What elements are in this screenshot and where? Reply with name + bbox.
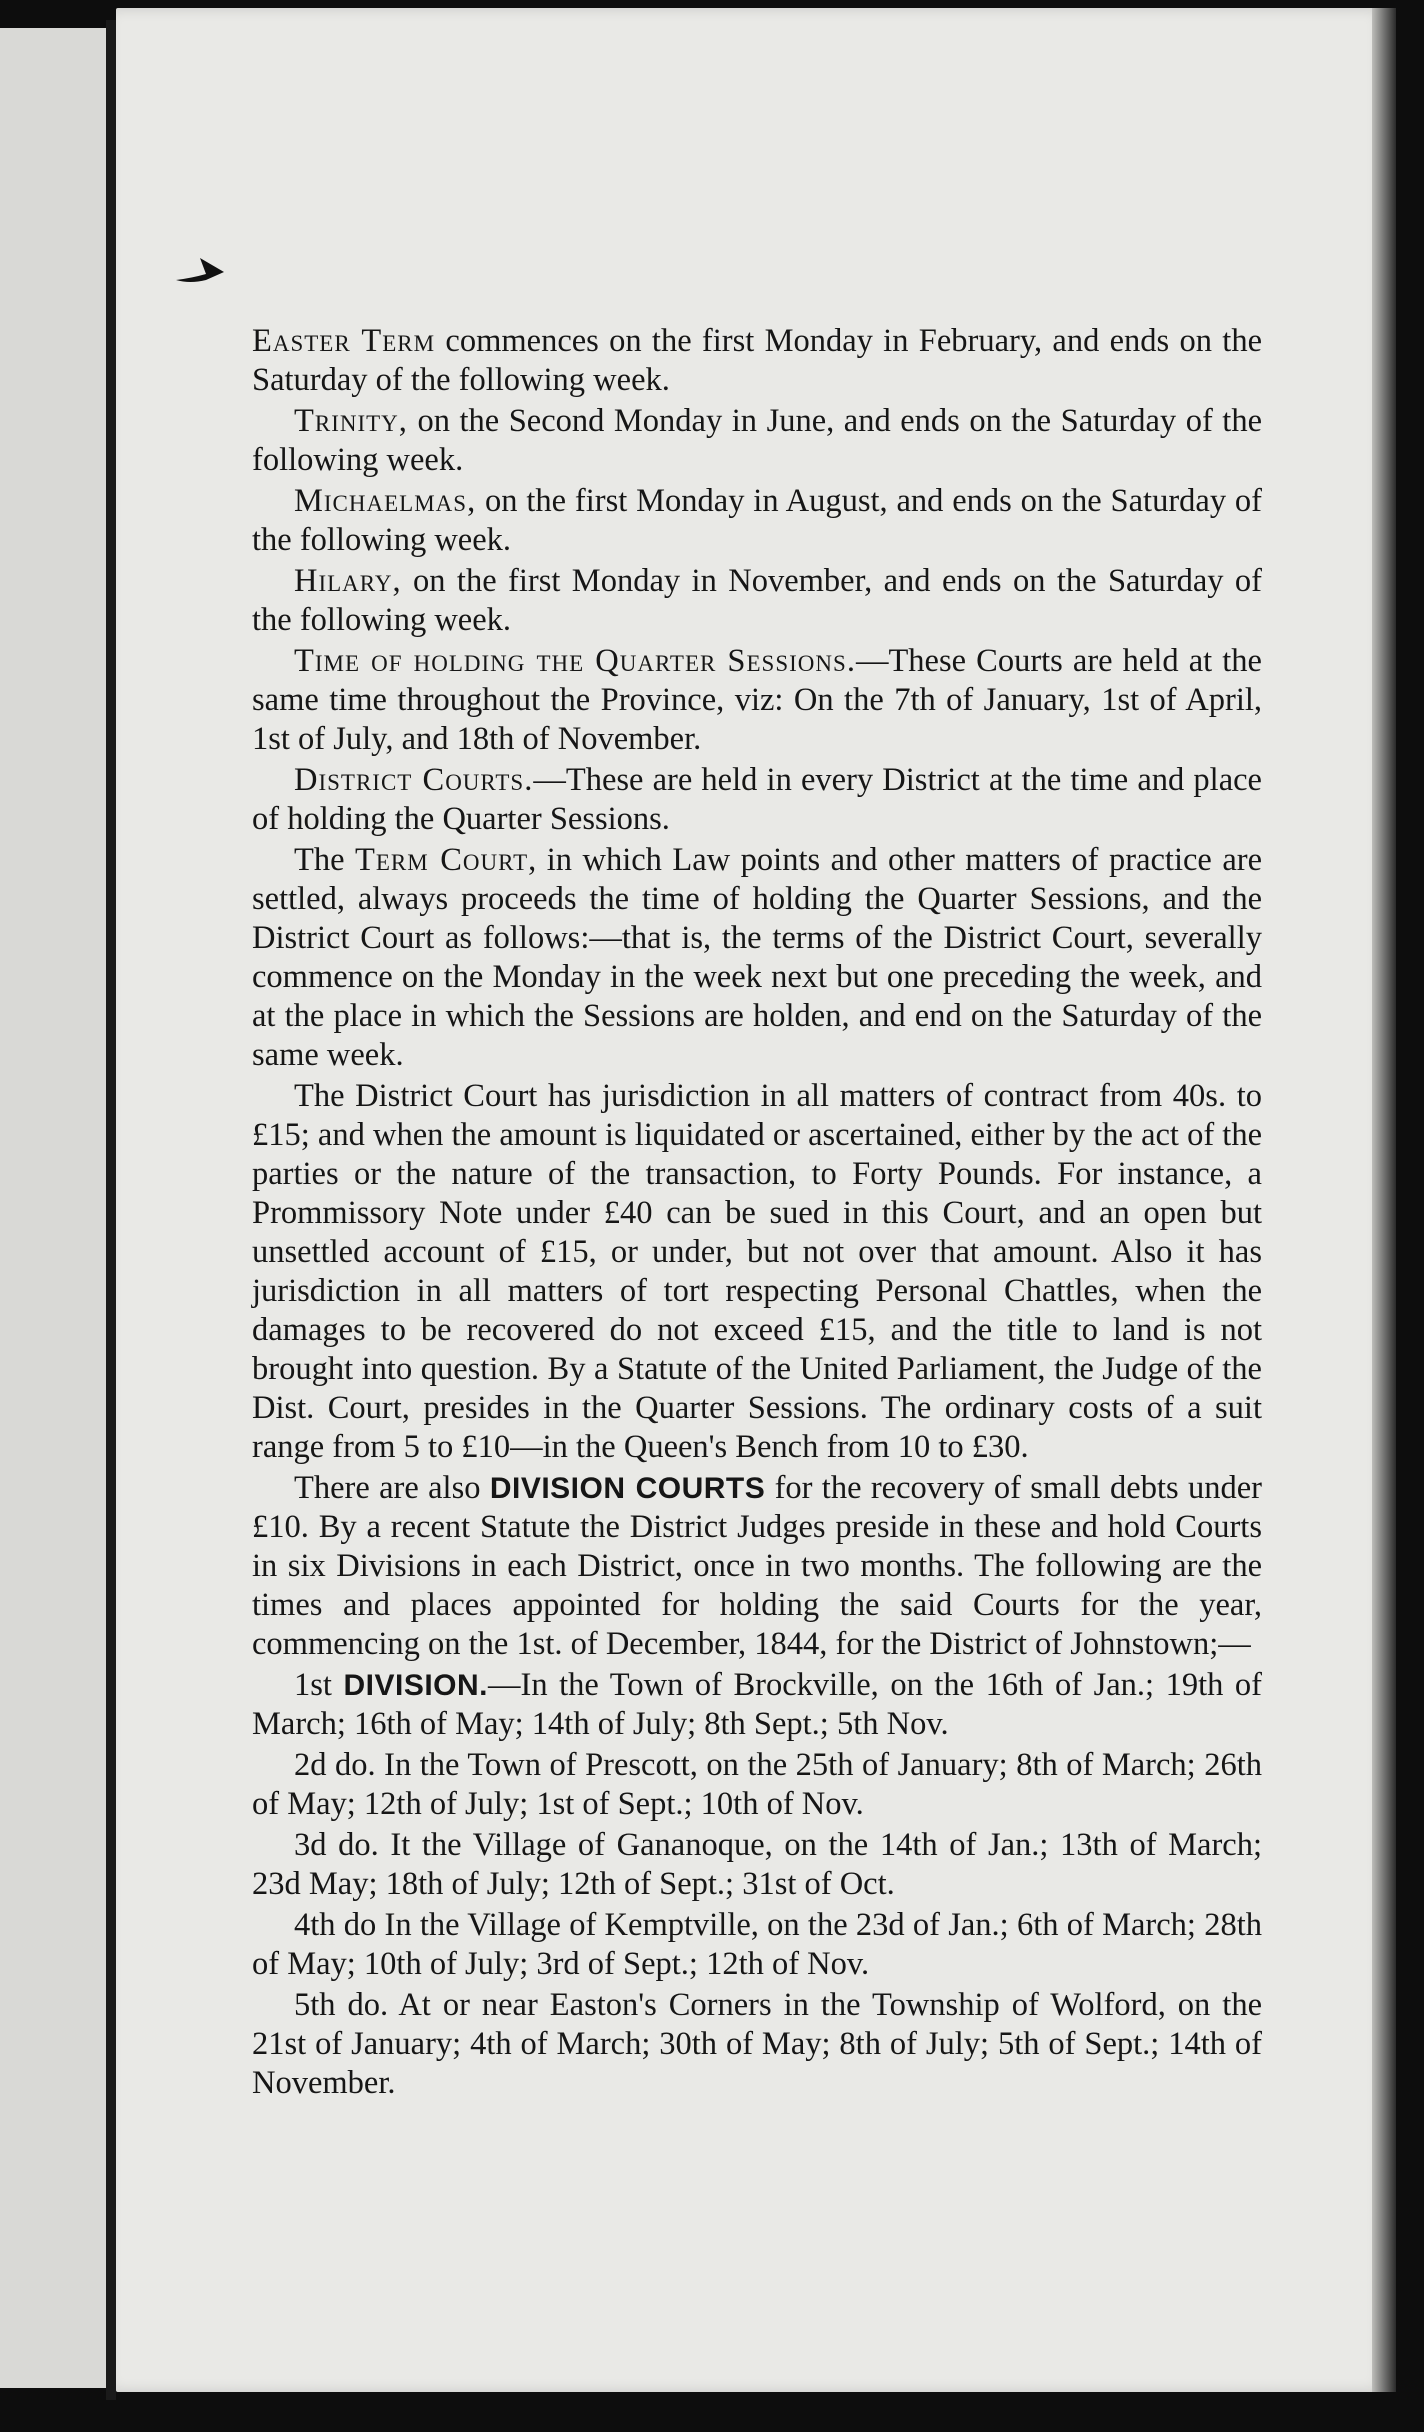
section-heading: Time of holding the Quarter Sessions. bbox=[294, 643, 856, 679]
paragraph-division-2 bbox=[252, 1746, 1262, 1824]
paragraph-text: on the Second Monday in June, and ends on the Saturday of the following week. bbox=[252, 403, 1262, 478]
section-heading: Term Court bbox=[355, 842, 529, 878]
paragraph-text: on the first Monday in November, and ends on the Saturday of the following week. bbox=[252, 563, 1262, 638]
paragraph-text: 4th do In the Village of Kemptville, on the 23d of Jan.; 6th of March; 28th of May; 10th of July; 3rd of Sept.; 12th of Nov. bbox=[252, 1907, 1262, 1982]
term-heading: Easter Term bbox=[252, 323, 436, 359]
section-heading: DIVISION. bbox=[343, 1669, 489, 1702]
paragraph-text: on the first Monday in August, and ends on the Saturday of the following week. bbox=[252, 483, 1262, 558]
paragraph-division-5 bbox=[252, 1986, 1262, 2103]
document-body bbox=[252, 322, 1262, 2105]
page-edge-shadow bbox=[1372, 8, 1396, 2392]
section-heading: District Courts. bbox=[294, 762, 534, 798]
paragraph-text: commences on the first Monday in February, and ends on the Saturday of the following week. bbox=[252, 323, 1262, 398]
facing-page-edge bbox=[0, 28, 108, 2388]
paragraph-easter-term bbox=[252, 322, 1262, 400]
paragraph-division-courts bbox=[252, 1469, 1262, 1664]
paragraph-term-court bbox=[252, 841, 1262, 1075]
paragraph-division-4 bbox=[252, 1906, 1262, 1984]
paragraph-prefix: There are also bbox=[294, 1470, 490, 1506]
paragraph-text: The District Court has jurisdiction in all matters of contract from 40s. to £15; and when the amount is liquidated or ascertained, either by the act of the parties or the nature of the transaction, to Forty Pounds. For instance, a Prommissory Note under £40 can be sued in this Court, and an open but unsettled account of £15, or under, but not over that amount. Also it has jurisdiction in all matters of tort respecting Personal Chattles, when the damages to be recovered do not exceed £15, and the title to land is not brought into question. By a Statute of the United Parliament, the Judge of the Dist. Court, presides in the Quarter Sessions. The ordinary costs of a suit range from 5 to £10—in the Queen's Bench from 10 to £30. bbox=[252, 1078, 1262, 1465]
paragraph-text: —These are held in every District at the time and place of holding the Quarter Sessions. bbox=[252, 762, 1262, 837]
paragraph-text: 3d do. It the Village of Gananoque, on the 14th of Jan.; 13th of March; 23d May; 18th of July; 12th of Sept.; 31st of Oct. bbox=[252, 1827, 1262, 1902]
term-heading: Hilary, bbox=[294, 563, 402, 599]
section-heading: DIVISION COURTS bbox=[489, 1472, 766, 1505]
paragraph-text: —These Courts are held at the same time throughout the Province, viz: On the 7th of January, 1st of April, 1st of July, and 18th of November. bbox=[252, 643, 1262, 757]
page-gutter bbox=[106, 20, 116, 2400]
paragraph-text: 2d do. In the Town of Prescott, on the 25th of January; 8th of March; 26th of May; 12th of July; 1st of Sept.; 10th of Nov. bbox=[252, 1747, 1262, 1822]
paragraph-text: —In the Town of Brockville, on the 16th of Jan.; 19th of March; 16th of May; 14th of July; 8th Sept.; 5th Nov. bbox=[252, 1667, 1262, 1742]
paragraph-district-courts bbox=[252, 761, 1262, 839]
ink-mark-icon bbox=[172, 250, 232, 290]
paragraph-michaelmas-term bbox=[252, 482, 1262, 560]
paragraph-division-1 bbox=[252, 1666, 1262, 1744]
paragraph-trinity-term bbox=[252, 402, 1262, 480]
paragraph-text: 5th do. At or near Easton's Corners in the Township of Wolford, on the 21st of January; 4th of March; 30th of May; 8th of July; 5th of Sept.; 14th of November. bbox=[252, 1987, 1262, 2101]
paragraph-quarter-sessions bbox=[252, 642, 1262, 759]
paragraph-text: , in which Law points and other matters of practice are settled, always proceeds the time of holding the Quarter Sessions, and the District Court as follows:—that is, the terms of the District Court, severally commence on the Monday in the week next but one preceding the week, and at the place in which the Sessions are holden, and end on the Saturday of the same week. bbox=[252, 842, 1262, 1073]
paragraph-prefix: 1st bbox=[294, 1667, 344, 1703]
paragraph-prefix: The bbox=[294, 842, 356, 878]
paragraph-text: for the recovery of small debts under £10. By a recent Statute the District Judges preside in these and hold Courts in six Divisions in each District, once in two months. The following are the times and places appointed for holding the said Courts for the year, commencing on the 1st. of December, 1844, for the District of Johnstown;— bbox=[252, 1470, 1262, 1662]
paragraph-division-3 bbox=[252, 1826, 1262, 1904]
paragraph-jurisdiction bbox=[252, 1077, 1262, 1467]
paragraph-hilary-term bbox=[252, 562, 1262, 640]
term-heading: Michaelmas, bbox=[294, 483, 477, 519]
term-heading: Trinity, bbox=[294, 403, 408, 439]
